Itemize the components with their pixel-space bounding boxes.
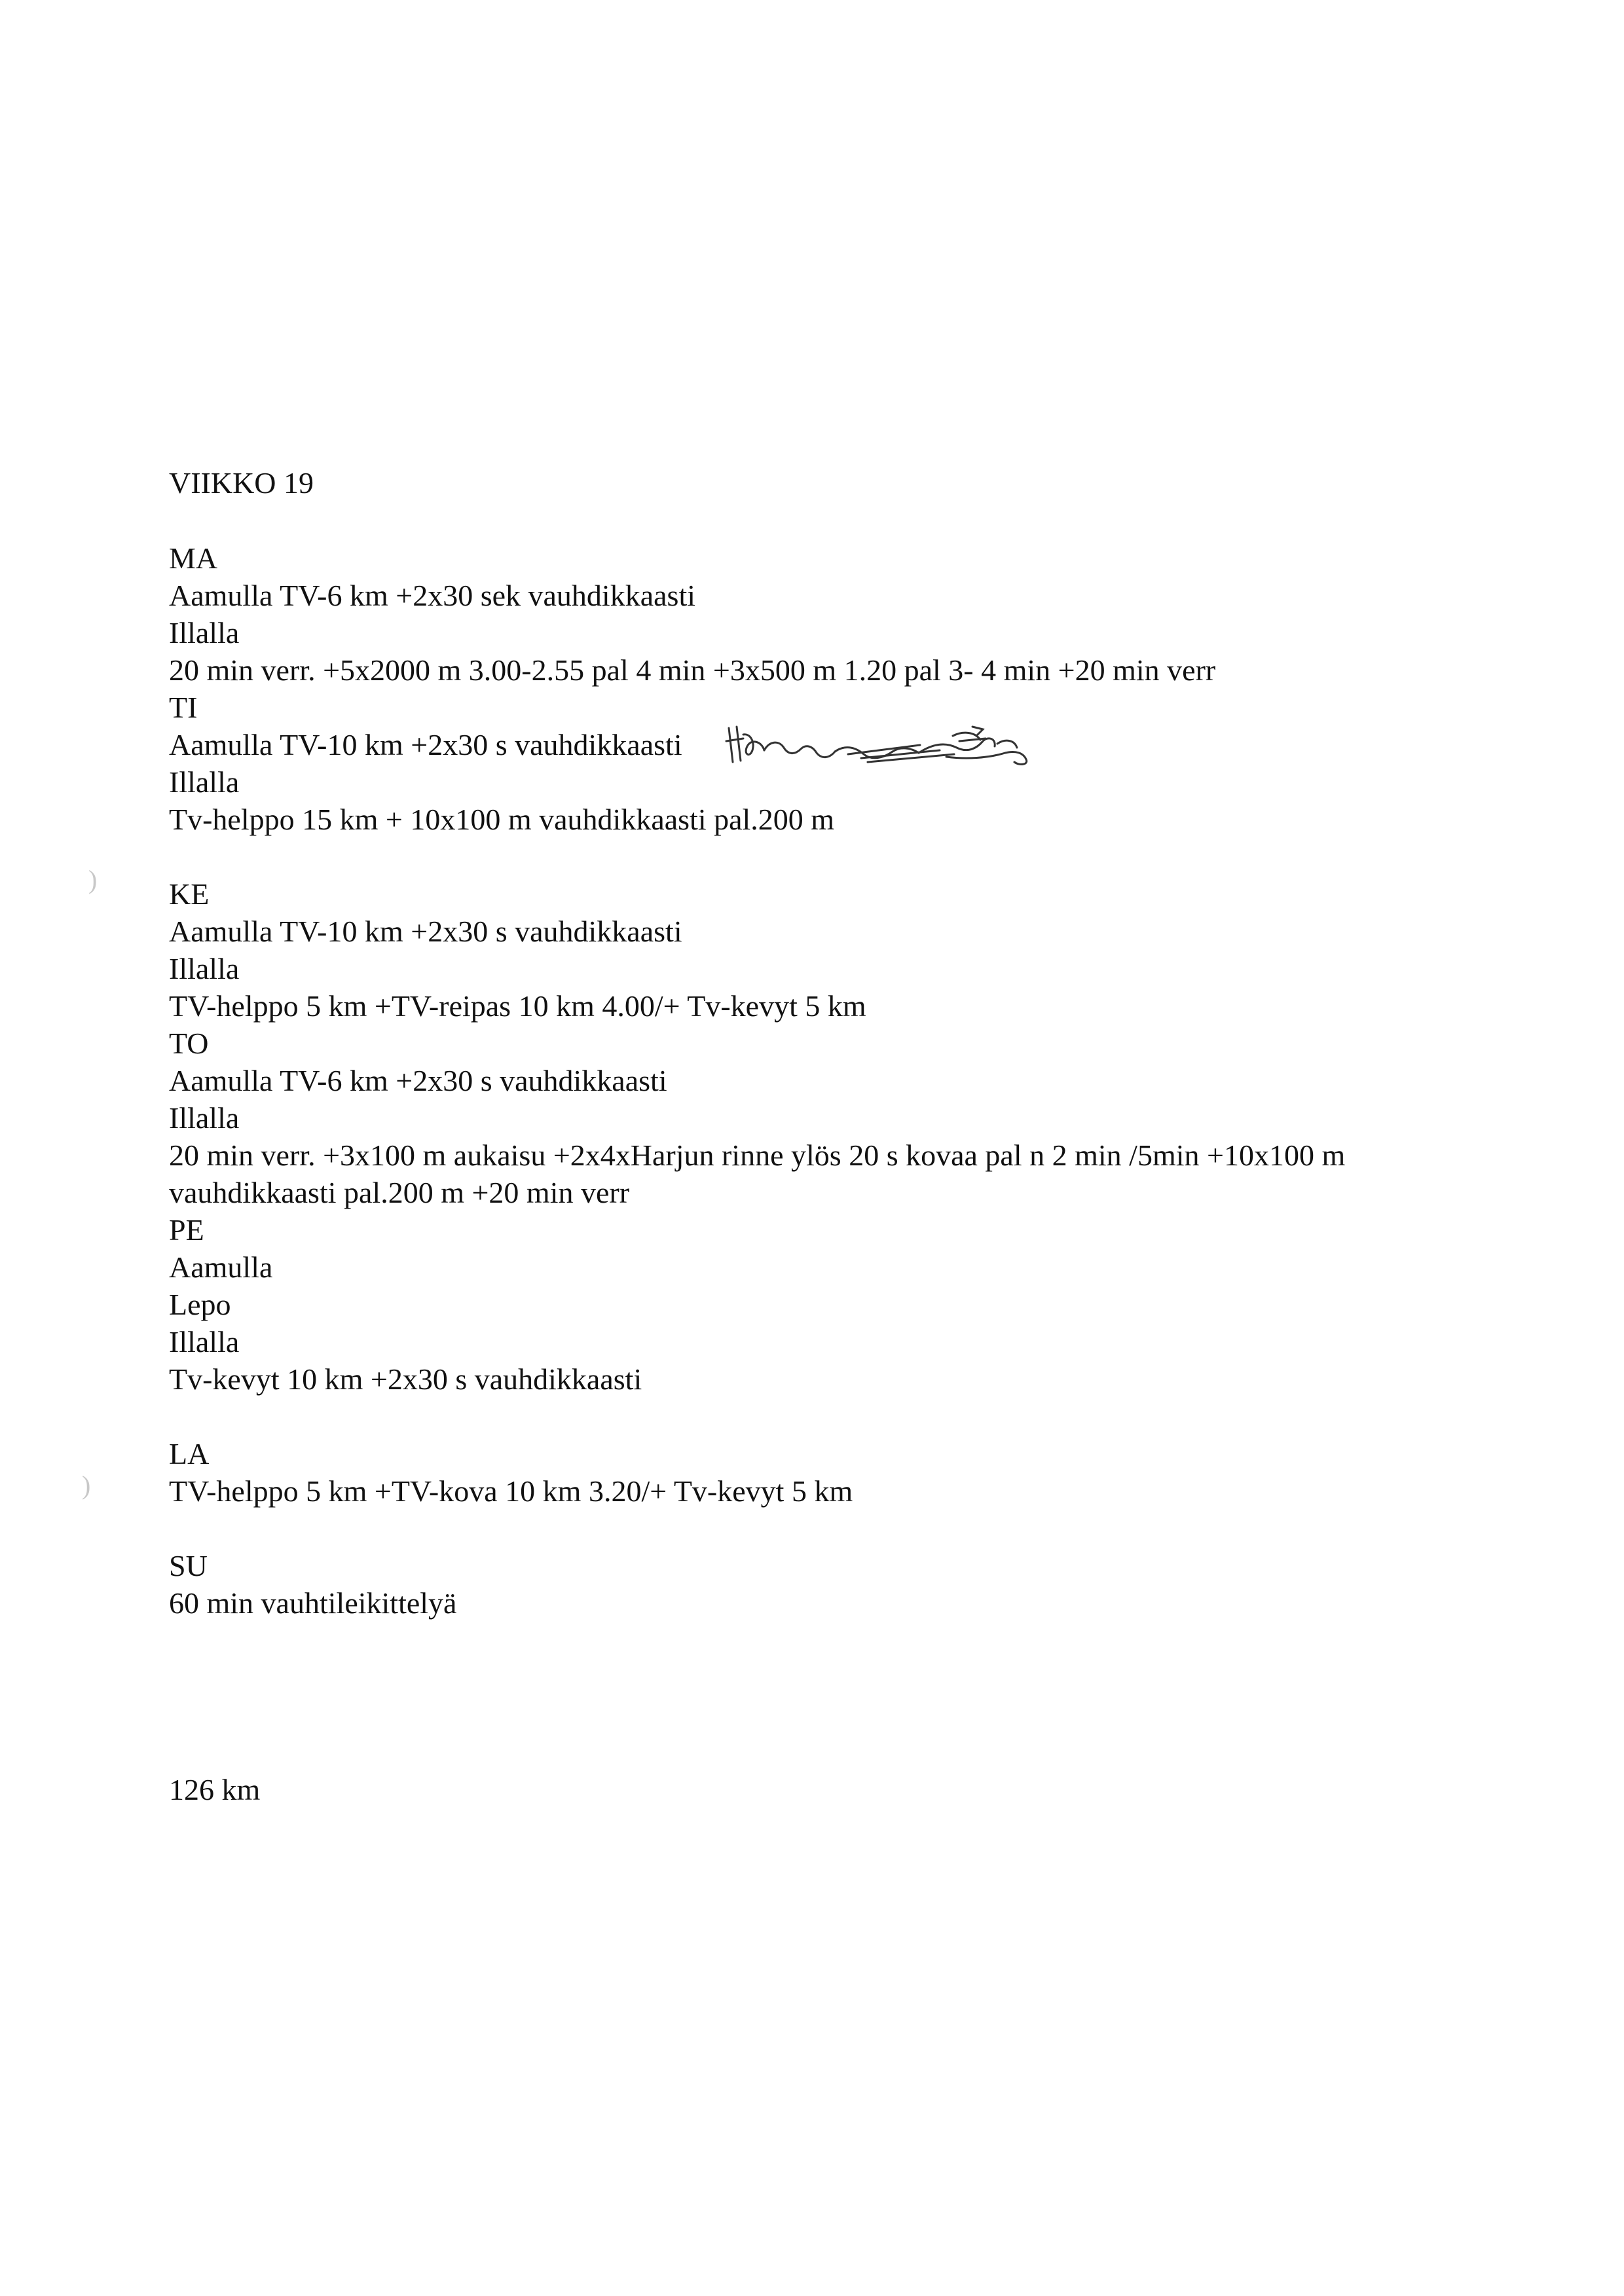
day-line-pe-2: Lepo — [169, 1288, 231, 1321]
day-heading-to: TO — [169, 1027, 209, 1060]
handwritten-scribble — [724, 721, 1031, 771]
day-line-ti-3: Tv-helppo 15 km + 10x100 m vauhdikkaasti pal.200 m — [169, 803, 835, 836]
day-line-ti-1: Aamulla TV-10 km +2x30 s vauhdikkaasti — [169, 728, 682, 761]
day-heading-la: LA — [169, 1437, 210, 1470]
scan-mark: ) — [88, 865, 98, 894]
scan-mark: ) — [82, 1470, 91, 1500]
day-heading-ke: KE — [169, 877, 210, 911]
day-line-ke-3: TV-helppo 5 km +TV-reipas 10 km 4.00/+ Tv-kevyt 5 km — [169, 989, 866, 1023]
day-heading-ma: MA — [169, 541, 218, 575]
day-line-pe-4: Tv-kevyt 10 km +2x30 s vauhdikkaasti — [169, 1362, 642, 1396]
day-line-to-4: vauhdikkaasti pal.200 m +20 min verr — [169, 1176, 630, 1209]
day-line-la-1: TV-helppo 5 km +TV-kova 10 km 3.20/+ Tv-kevyt 5 km — [169, 1474, 853, 1508]
document-title: VIIKKO 19 — [169, 466, 314, 500]
weekly-total: 126 km — [169, 1773, 261, 1806]
day-line-ke-2: Illalla — [169, 952, 240, 985]
day-line-to-3: 20 min verr. +3x100 m aukaisu +2x4xHarjun rinne ylös 20 s kovaa pal n 2 min /5min +10x100 m — [169, 1139, 1346, 1172]
day-line-to-1: Aamulla TV-6 km +2x30 s vauhdikkaasti — [169, 1064, 667, 1097]
day-line-ma-1: Aamulla TV-6 km +2x30 sek vauhdikkaasti — [169, 579, 696, 612]
day-line-su-1: 60 min vauhtileikittelyä — [169, 1586, 457, 1620]
day-line-ma-3: 20 min verr. +5x2000 m 3.00-2.55 pal 4 min +3x500 m 1.20 pal 3- 4 min +20 min verr — [169, 653, 1216, 687]
day-line-pe-1: Aamulla — [169, 1250, 273, 1284]
day-line-ma-2: Illalla — [169, 616, 240, 649]
day-line-pe-3: Illalla — [169, 1325, 240, 1358]
day-line-ke-1: Aamulla TV-10 km +2x30 s vauhdikkaasti — [169, 915, 682, 948]
day-line-to-2: Illalla — [169, 1101, 240, 1135]
day-heading-pe: PE — [169, 1213, 204, 1247]
day-line-ti-2: Illalla — [169, 765, 240, 799]
day-heading-ti: TI — [169, 691, 198, 724]
day-heading-su: SU — [169, 1549, 208, 1582]
